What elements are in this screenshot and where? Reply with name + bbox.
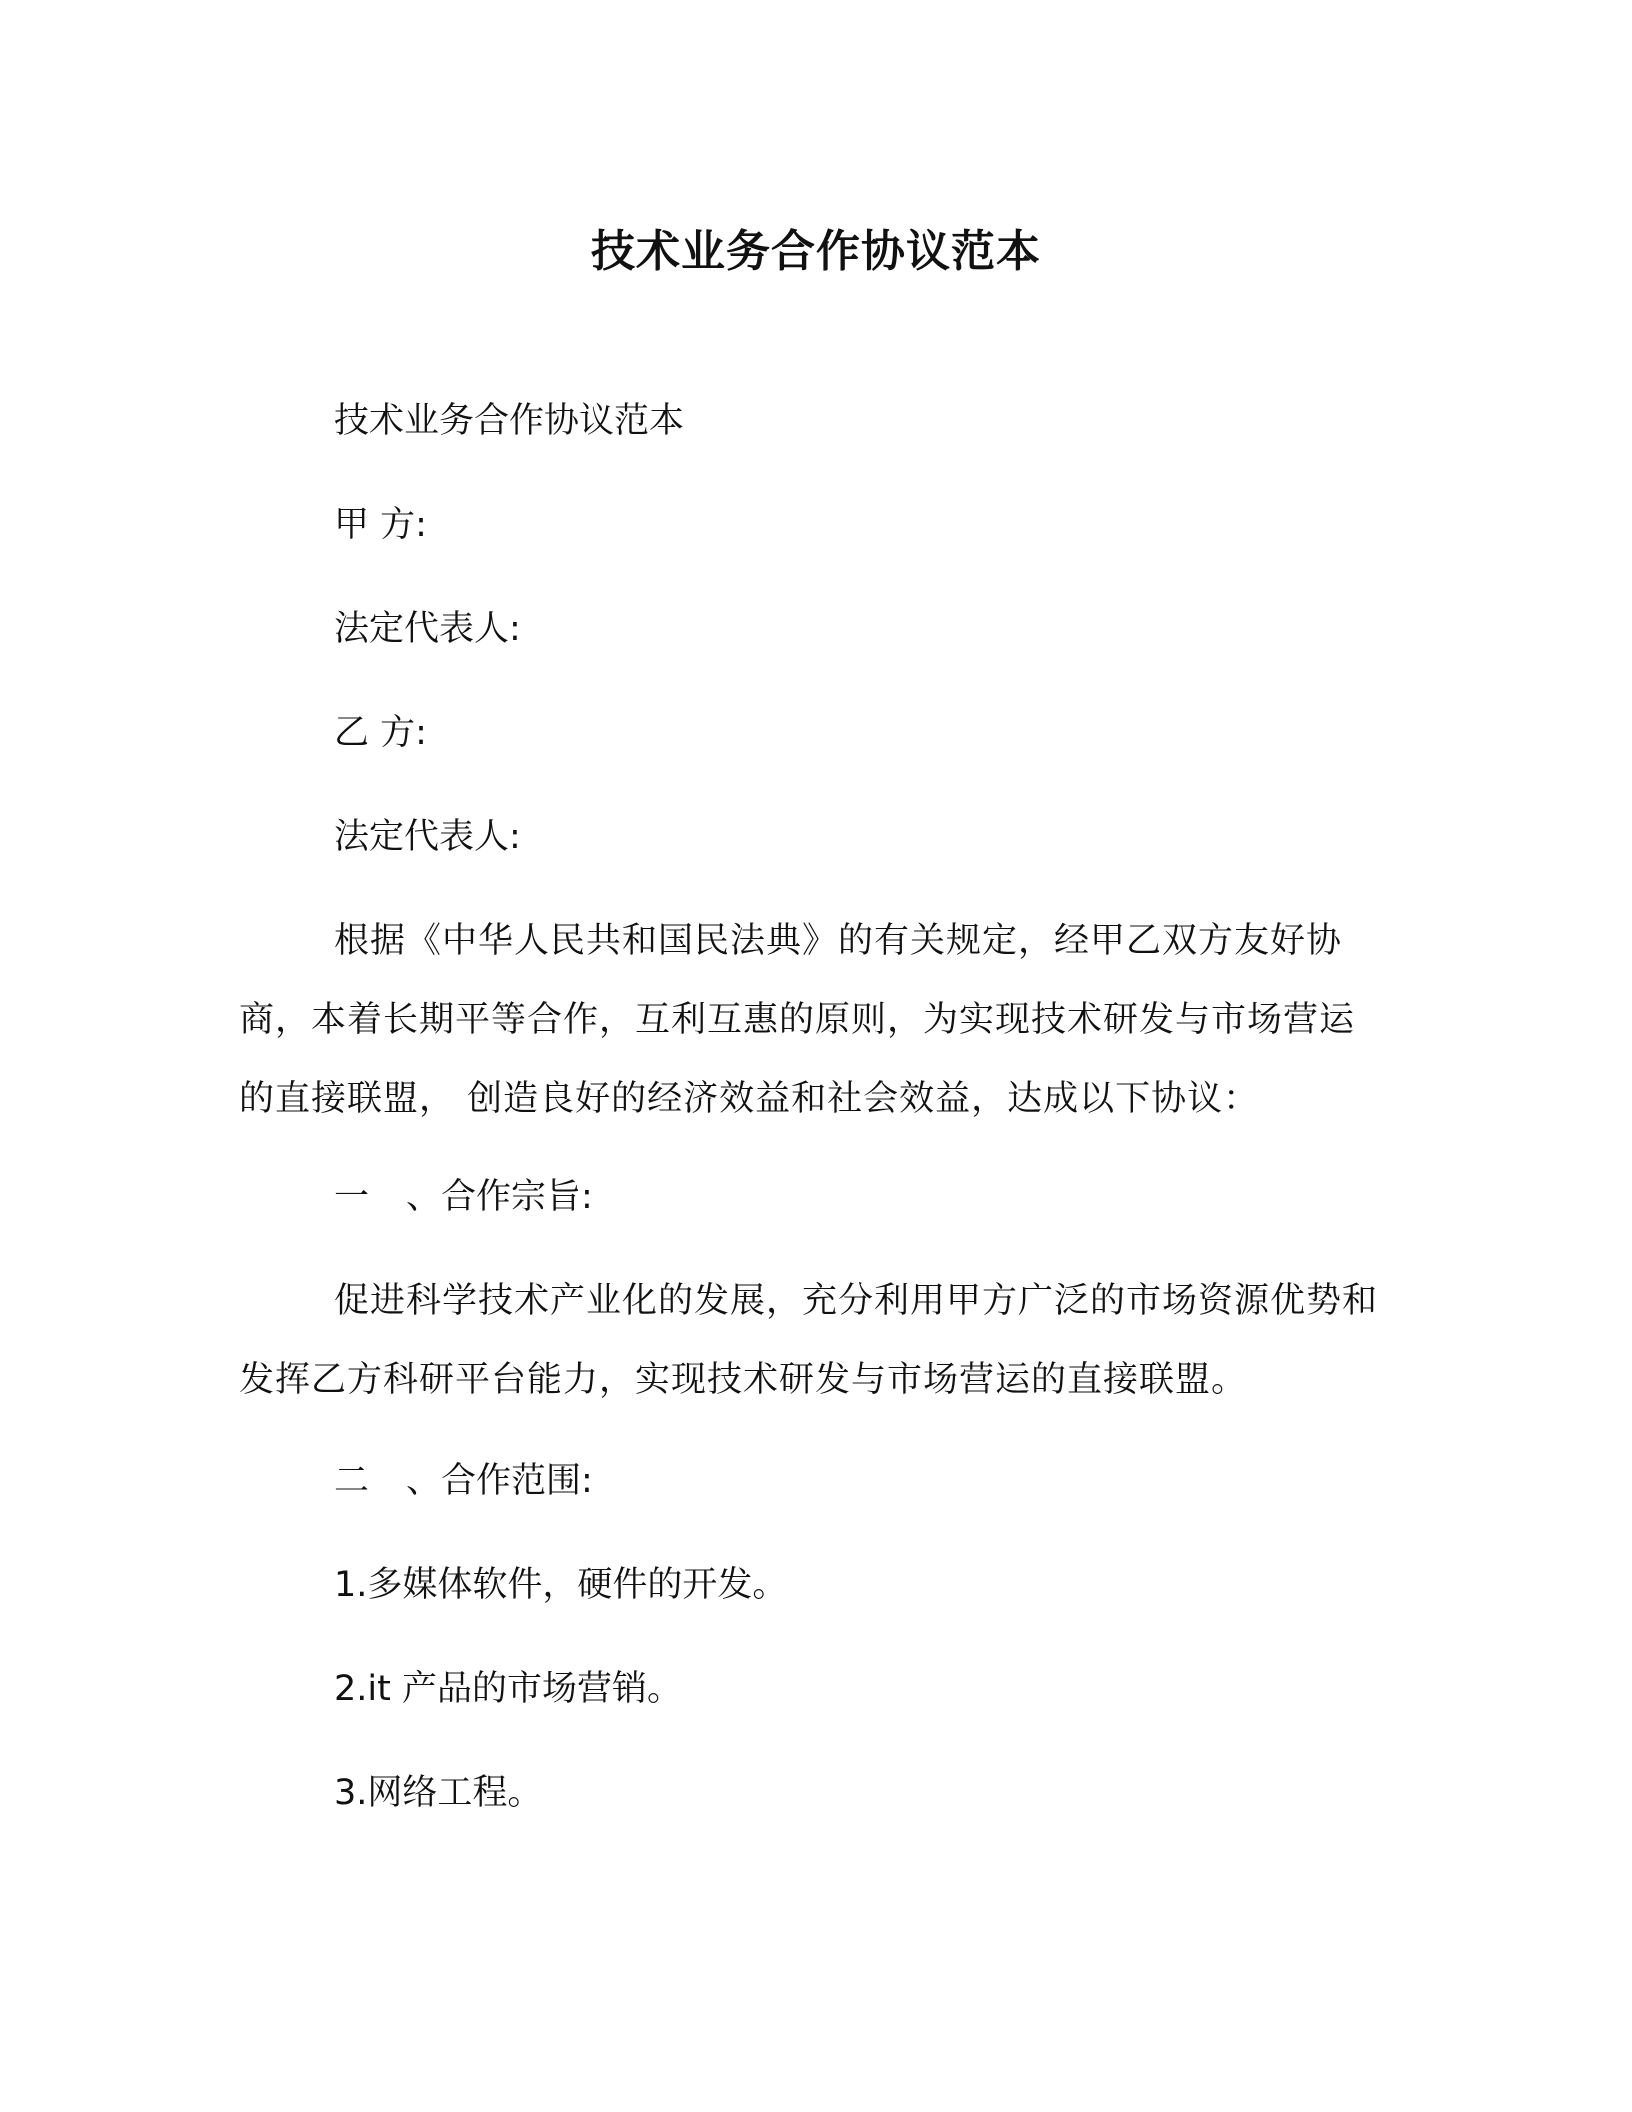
section-2-heading bbox=[334, 1456, 593, 1506]
party-b-representative-label: 法定代表人: bbox=[334, 817, 521, 857]
section-1-paragraph: 促进科学技术产业化的发展，充分利用甲方广泛的市场资源优势和发挥乙方科研平台能力，实现技术研发与市场营运的直接联盟。 bbox=[239, 1281, 1379, 1400]
section-1-number: 一 bbox=[334, 1177, 370, 1217]
party-b-label: 乙 方: bbox=[334, 713, 427, 753]
section-2-title: 、合作范围: bbox=[406, 1461, 593, 1501]
scope-item-3: 3.网络工程。 bbox=[334, 1773, 543, 1813]
section-1-heading bbox=[334, 1172, 593, 1222]
party-a-representative-label: 法定代表人: bbox=[334, 609, 521, 649]
scope-item-2: 2.it 产品的市场营销。 bbox=[334, 1669, 682, 1709]
agreement-subtitle: 技术业务合作协议范本 bbox=[334, 401, 685, 441]
section-1-title: 、合作宗旨: bbox=[406, 1177, 593, 1217]
party-a-label: 甲 方: bbox=[334, 505, 427, 545]
document-title: 技术业务合作协议范本 bbox=[591, 226, 1041, 277]
scope-item-1: 1.多媒体软件，硬件的开发。 bbox=[334, 1565, 788, 1605]
preamble-paragraph: 根据《中华人民共和国民法典》的有关规定，经甲乙双方友好协商，本着长期平等合作，互利互惠的原则，为实现技术研发与市场营运的直接联盟， 创造良好的经济效益和社会效益，达成以下协议： bbox=[239, 921, 1356, 1119]
section-2-number: 二 bbox=[334, 1461, 370, 1501]
